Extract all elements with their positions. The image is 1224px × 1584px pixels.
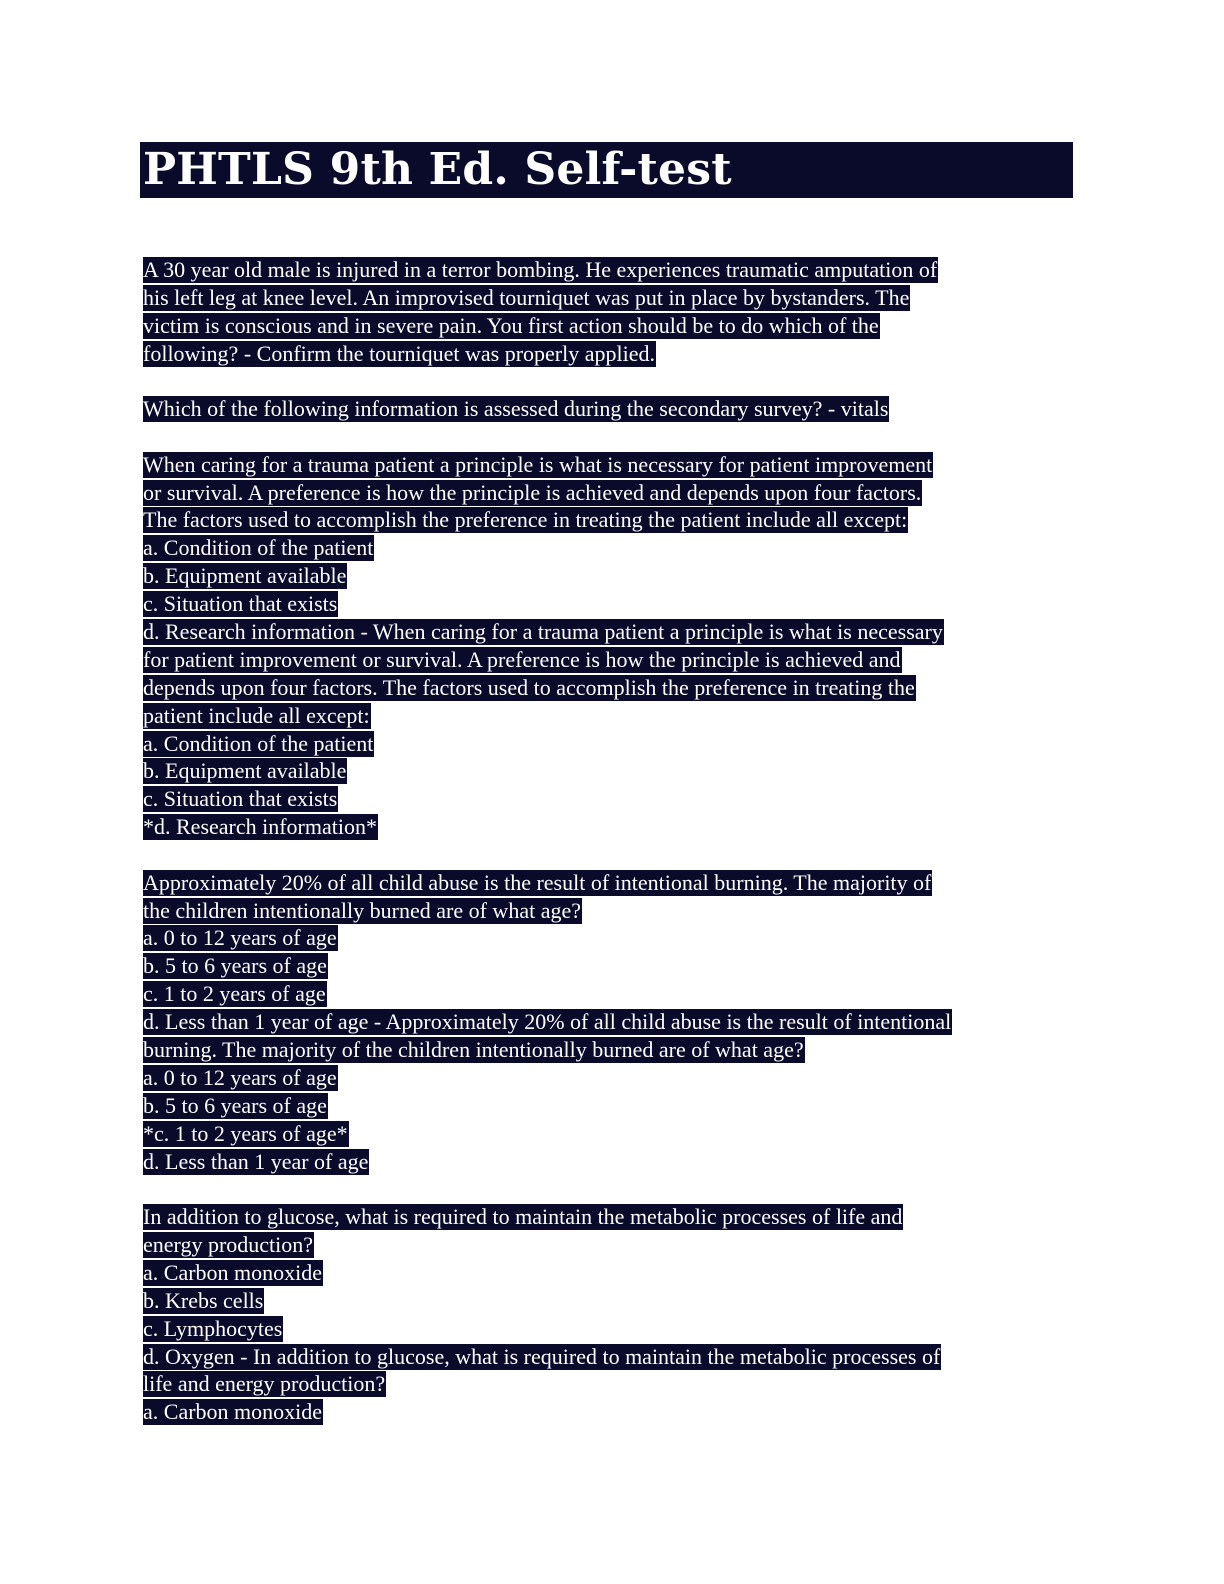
highlighted-text: life and energy production?: [143, 1371, 386, 1397]
highlighted-text: b. Equipment available: [143, 563, 347, 589]
question-block: [143, 1203, 1074, 1426]
question-line: [143, 562, 1074, 590]
question-line: [143, 590, 1074, 618]
question-line: [143, 869, 1074, 897]
question-block: [143, 256, 1074, 368]
question-line: [143, 1148, 1074, 1176]
question-line: [143, 646, 1074, 674]
question-line: [143, 897, 1074, 925]
question-line: [143, 256, 1074, 284]
question-line: [143, 674, 1074, 702]
highlighted-text: In addition to glucose, what is required to maintain the metabolic processes of life and: [143, 1204, 903, 1230]
highlighted-text: c. Situation that exists: [143, 786, 338, 812]
highlighted-text: a. Carbon monoxide: [143, 1259, 323, 1285]
question-line: [143, 284, 1074, 312]
highlighted-text: b. 5 to 6 years of age: [143, 1092, 327, 1118]
highlighted-text: a. Condition of the patient: [143, 535, 374, 561]
highlighted-text: a. 0 to 12 years of age: [143, 925, 337, 951]
question-line: [143, 1008, 1074, 1036]
question-line: [143, 730, 1074, 758]
highlighted-text: his left leg at knee level. An improvised tourniquet was put in place by bystanders. The: [143, 284, 910, 310]
question-block: [143, 869, 1074, 1176]
highlighted-text: d. Less than 1 year of age - Approximately 20% of all child abuse is the result of intentional: [143, 1009, 952, 1035]
question-line: [143, 1203, 1074, 1231]
highlighted-text: a. 0 to 12 years of age: [143, 1064, 337, 1090]
highlighted-text: victim is conscious and in severe pain. You first action should be to do which of the: [143, 312, 879, 338]
question-line: [143, 1036, 1074, 1064]
highlighted-text: patient include all except:: [143, 702, 370, 728]
highlighted-text: following? - Confirm the tourniquet was properly applied.: [143, 340, 655, 366]
question-line: [143, 479, 1074, 507]
highlighted-text: energy production?: [143, 1231, 314, 1257]
question-line: [143, 813, 1074, 841]
highlighted-text: A 30 year old male is injured in a terror bombing. He experiences traumatic amputation of: [143, 257, 938, 282]
highlighted-text: *c. 1 to 2 years of age*: [143, 1120, 348, 1146]
question-line: [143, 340, 1074, 368]
question-line: [143, 1287, 1074, 1315]
highlighted-text: c. 1 to 2 years of age: [143, 981, 326, 1007]
question-line: [143, 980, 1074, 1008]
highlighted-text: Which of the following information is assessed during the secondary survey? - vitals: [143, 396, 889, 422]
question-line: [143, 924, 1074, 952]
question-line: [143, 1092, 1074, 1120]
question-line: [143, 1343, 1074, 1371]
question-list: [140, 256, 1074, 1426]
highlighted-text: b. Equipment available: [143, 758, 347, 784]
highlighted-text: When caring for a trauma patient a principle is what is necessary for patient improvement: [143, 451, 933, 477]
question-line: [143, 534, 1074, 562]
question-line: [143, 1064, 1074, 1092]
question-line: [143, 618, 1074, 646]
question-line: [143, 1398, 1074, 1426]
question-line: [143, 312, 1074, 340]
highlighted-text: c. Lymphocytes: [143, 1315, 283, 1341]
question-line: [143, 702, 1074, 730]
highlighted-text: the children intentionally burned are of what age?: [143, 897, 581, 923]
highlighted-text: *d. Research information*: [143, 814, 377, 840]
question-line: [143, 757, 1074, 785]
question-line: [143, 1315, 1074, 1343]
highlighted-text: d. Oxygen - In addition to glucose, what is required to maintain the metabolic processes of: [143, 1343, 941, 1369]
highlighted-text: for patient improvement or survival. A preference is how the principle is achieved and: [143, 646, 901, 672]
title-banner: [140, 142, 1073, 198]
highlighted-text: b. 5 to 6 years of age: [143, 953, 327, 979]
question-block: [143, 395, 1074, 423]
highlighted-text: a. Condition of the patient: [143, 730, 374, 756]
highlighted-text: or survival. A preference is how the principle is achieved and depends upon four factors.: [143, 479, 922, 505]
question-block: [143, 451, 1074, 841]
highlighted-text: d. Less than 1 year of age: [143, 1148, 369, 1174]
highlighted-text: burning. The majority of the children intentionally burned are of what age?: [143, 1037, 804, 1063]
highlighted-text: Approximately 20% of all child abuse is the result of intentional burning. The majority of: [143, 869, 932, 895]
document-page: [140, 142, 1074, 1454]
question-line: [143, 1370, 1074, 1398]
question-line: [143, 1259, 1074, 1287]
question-line: [143, 395, 1074, 423]
highlighted-text: a. Carbon monoxide: [143, 1399, 323, 1425]
question-line: [143, 952, 1074, 980]
highlighted-text: depends upon four factors. The factors used to accomplish the preference in treating the: [143, 674, 915, 700]
document-title: PHTLS 9th Ed. Self-test: [143, 144, 732, 195]
question-line: [143, 506, 1074, 534]
question-line: [143, 785, 1074, 813]
highlighted-text: c. Situation that exists: [143, 591, 338, 617]
highlighted-text: b. Krebs cells: [143, 1287, 264, 1313]
question-line: [143, 451, 1074, 479]
question-line: [143, 1120, 1074, 1148]
highlighted-text: d. Research information - When caring for a trauma patient a principle is what is necessary: [143, 618, 943, 644]
highlighted-text: The factors used to accomplish the preference in treating the patient include all except:: [143, 507, 908, 533]
question-line: [143, 1231, 1074, 1259]
